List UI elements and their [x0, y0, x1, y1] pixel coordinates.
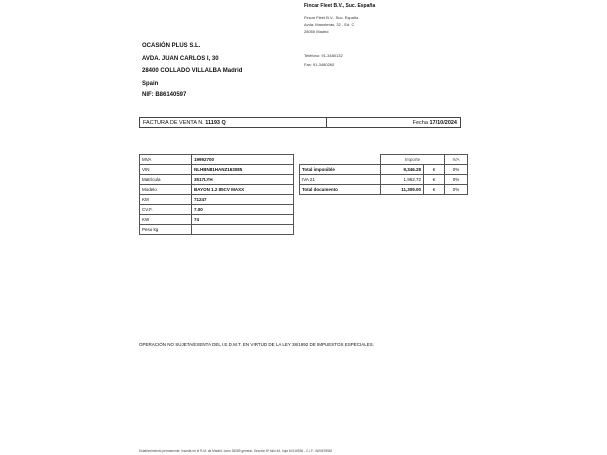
vehicle-field-value: 3517LYH [192, 175, 294, 185]
totals-iva: 0% [445, 185, 468, 195]
table-row [140, 175, 294, 185]
client-country: Spain [142, 81, 159, 87]
issuer-city: 28050 Madrid [304, 29, 329, 34]
totals-currency: € [424, 165, 445, 175]
totals-iva: 0% [445, 165, 468, 175]
vehicle-field-label: KW [140, 215, 192, 225]
client-street: AVDA. JUAN CARLOS I, 30 [142, 56, 219, 62]
totals-label: Total imponible [300, 165, 381, 175]
table-row [140, 205, 294, 215]
vehicle-field-label: KM [140, 195, 192, 205]
totals-amount: 9,346.28 [381, 165, 424, 175]
legal-footer: Establecimiento permanente: Inscrita en el R.M. de Madrid, tomo 28089 general, Sección 8ª folio 64, hoja M-516536 - C.I.F.: W0067898J [139, 449, 333, 453]
vehicle-field-label: Matrícula [140, 175, 192, 185]
client-nif: NIF: B86140597 [142, 92, 187, 98]
vehicle-field-value: NLHBN81HANZ163085 [192, 165, 294, 175]
tax-statement: OPERACIÓN NO SUJETA/EXENTA DEL I.E.D.M.T. EN VIRTUD DE LA LEY 38/1992 DE IMPUESTOS ESPECIALES. [139, 342, 374, 347]
client-name: OCASIÓN PLUS S.L. [142, 43, 201, 49]
invoice-title-box [139, 117, 461, 128]
totals-header-iva: IVA [445, 155, 468, 165]
invoice-label: FACTURA DE VENTA N. [143, 120, 204, 126]
issuer-fax: Fax: 91-3480260 [304, 62, 335, 67]
totals-header-row [300, 155, 468, 165]
table-row [300, 175, 468, 185]
totals-currency: € [424, 185, 445, 195]
table-row [140, 195, 294, 205]
totals-amount: 11,309.00 [381, 185, 424, 195]
invoice-number-line [143, 120, 226, 126]
totals-amount: 1,962.72 [381, 175, 424, 185]
title-divider [326, 118, 327, 127]
invoice-date-line [413, 120, 457, 126]
invoice-date: 17/10/2024 [429, 120, 457, 126]
table-row [140, 215, 294, 225]
vehicle-field-label: Modelo [140, 185, 192, 195]
issuer-header-name: Fincar Fleet B.V., Suc. España [304, 3, 376, 9]
vehicle-field-value: 74 [192, 215, 294, 225]
totals-header-blank [300, 155, 381, 165]
issuer-name: Fincar Fleet B.V., Suc. España [304, 15, 359, 20]
totals-label: Total documento [300, 185, 381, 195]
table-row [300, 165, 468, 175]
vehicle-field-value: 7.00 [192, 205, 294, 215]
vehicle-field-label: CV.F. [140, 205, 192, 215]
vehicle-field-label: VIN [140, 165, 192, 175]
table-row [300, 185, 468, 195]
table-row [140, 155, 294, 165]
vehicle-table [139, 154, 294, 235]
client-city: 28400 COLLADO VILLALBA Madrid [142, 68, 243, 74]
date-label: Fecha [412, 120, 428, 126]
issuer-street: Avda. Manoteras, 32 - Ed. C [304, 22, 355, 27]
totals-currency: € [424, 175, 445, 185]
issuer-phone: Teléfono: 91-3480132 [304, 53, 343, 58]
vehicle-field-label: MVA [140, 155, 192, 165]
invoice-number: 11193 Q [205, 120, 226, 126]
table-row [140, 225, 294, 235]
table-row [140, 165, 294, 175]
totals-label: IVA 21 [300, 175, 381, 185]
vehicle-field-label: Peso kg [140, 225, 192, 235]
totals-table [299, 154, 468, 195]
totals-header-importe: Importe [381, 155, 445, 165]
vehicle-field-value: 19992700 [192, 155, 294, 165]
vehicle-field-value [192, 225, 294, 235]
totals-iva: 0% [445, 175, 468, 185]
vehicle-field-value: BAYON 1.2 85CV MAXX [192, 185, 294, 195]
vehicle-field-value: 71247 [192, 195, 294, 205]
table-row [140, 185, 294, 195]
